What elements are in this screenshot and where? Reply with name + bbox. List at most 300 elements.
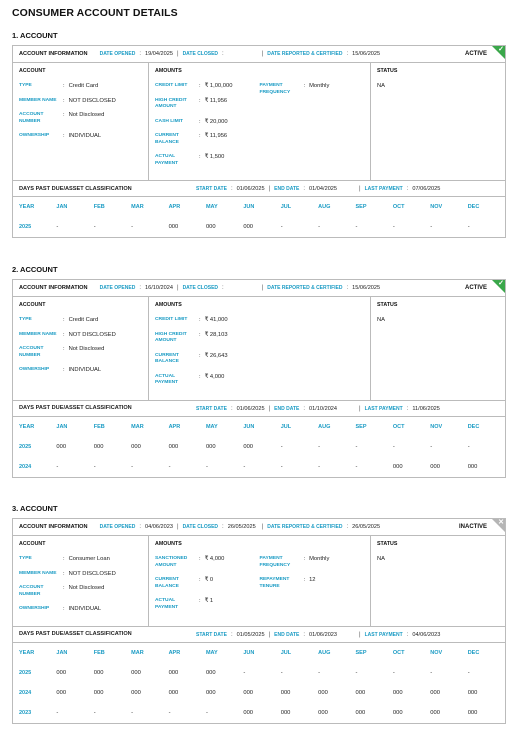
colon: : <box>63 112 65 118</box>
amount-field-value: ₹ 4,000 <box>204 373 225 380</box>
amounts-grid <box>155 556 364 619</box>
month-header: JAN <box>56 423 68 430</box>
corner-mark: ✕ <box>498 519 504 526</box>
date-opened-label: DATE OPENED <box>99 285 136 291</box>
corner-mark: ✓ <box>498 280 504 287</box>
dpd-cell: 000 <box>168 443 179 450</box>
month-header: MAR <box>131 423 144 430</box>
dpd-cell: 000 <box>318 689 328 696</box>
ownership <box>19 133 142 140</box>
date-opened-value: 16/10/2024 <box>145 285 173 291</box>
amounts-right <box>260 83 365 175</box>
colon: : <box>406 405 409 412</box>
dpd-cell: 000 <box>318 709 328 716</box>
dpd-cell: 000 <box>243 443 254 450</box>
end-date-label: END DATE <box>274 631 300 638</box>
amounts-column <box>149 63 371 180</box>
dpd-cell: 000 <box>355 709 366 716</box>
date-reported-label: DATE REPORTED & CERTIFIED <box>267 51 343 57</box>
amount-field-value: 12 <box>309 577 316 583</box>
colon: : <box>139 524 141 530</box>
date-closed-value: 26/05/2025 <box>227 524 256 530</box>
type <box>19 317 142 324</box>
corner-mark: ✓ <box>498 46 504 53</box>
month-header: MAY <box>205 649 218 656</box>
dpd-cell: 000 <box>93 689 104 696</box>
dpd-cell: - <box>280 443 283 450</box>
colon: : <box>222 524 224 530</box>
colon: : <box>303 556 306 562</box>
account-column <box>13 536 149 626</box>
amount-field-label: ACTUAL PAYMENT <box>155 598 179 610</box>
amount-field-label: ACTUAL PAYMENT <box>155 373 179 385</box>
dpd-dates <box>196 406 440 412</box>
dpd-cell: 000 <box>205 224 216 230</box>
dpd-cell: - <box>56 224 59 230</box>
last-payment-value: 11/06/2025 <box>412 405 440 412</box>
dpd-cell: - <box>318 463 321 470</box>
date-closed-label: DATE CLOSED <box>182 285 219 291</box>
colon: : <box>199 577 201 583</box>
amount-field-label: CREDIT LIMIT <box>155 317 188 322</box>
amount-field-value: ₹ 26,643 <box>204 352 228 359</box>
account-section <box>12 504 506 724</box>
month-header: NOV <box>430 649 443 656</box>
colon: : <box>63 606 65 612</box>
colon: : <box>139 51 141 57</box>
date-reported-value: 15/06/2025 <box>352 51 381 57</box>
divider: | <box>261 524 264 530</box>
colon: : <box>199 352 201 359</box>
month-header: JUL <box>280 649 292 656</box>
date-closed-label: DATE CLOSED <box>182 51 219 57</box>
dpd-row <box>19 663 505 683</box>
dpd-cell: 000 <box>467 689 478 696</box>
year-cell: 2025 <box>19 443 32 450</box>
year-header: YEAR <box>19 649 35 656</box>
month-header: JAN <box>56 204 68 210</box>
dpd-cell: 000 <box>392 463 403 470</box>
divider: | <box>177 285 179 291</box>
amount-field <box>155 353 260 366</box>
status-column-heading: STATUS <box>377 68 398 74</box>
colon: : <box>303 405 306 412</box>
amount-field-label: CURRENT BALANCE <box>155 352 179 364</box>
colon: : <box>406 631 409 638</box>
dpd-cell: - <box>93 463 96 470</box>
dpd-cell: - <box>131 463 134 470</box>
account-number-label: ACCOUNT NUMBER <box>19 112 44 124</box>
amounts-left <box>155 317 260 395</box>
colon: : <box>63 585 65 591</box>
amounts-column-heading: AMOUNTS <box>155 541 182 547</box>
month-header: APR <box>168 649 181 656</box>
status-column-heading: STATUS <box>377 541 398 547</box>
amount-field-label: HIGH CREDIT AMOUNT <box>155 331 187 343</box>
member-name-value: NOT DISCLOSED <box>68 331 116 338</box>
month-header: DEC <box>467 204 480 210</box>
amount-field-value: ₹ 4,000 <box>204 556 225 562</box>
account-title: 2. ACCOUNT <box>12 265 58 274</box>
account-card <box>12 279 506 478</box>
type-value: Credit Card <box>68 317 99 323</box>
colon: : <box>63 556 65 562</box>
dpd-cell: - <box>280 669 283 676</box>
start-date-value: 01/05/2025 <box>236 631 265 638</box>
colon: : <box>63 331 65 338</box>
account-column-heading: ACCOUNT <box>19 541 46 547</box>
account-title: 1. ACCOUNT <box>12 31 58 40</box>
divider: | <box>261 285 264 291</box>
dpd-cell: 000 <box>93 443 104 450</box>
status-value: NA <box>377 317 386 323</box>
dpd-cell: 000 <box>56 443 67 450</box>
end-date-label: END DATE <box>274 405 300 412</box>
dpd-row <box>19 703 505 723</box>
divider: | <box>261 51 264 57</box>
type-label: TYPE <box>19 556 32 561</box>
account-section <box>12 31 506 238</box>
amount-field <box>155 598 260 611</box>
date-opened-value: 04/06/2023 <box>145 524 173 530</box>
amount-field <box>155 332 260 345</box>
amount-field-value: ₹ 28,103 <box>204 331 228 338</box>
amount-field-label: REPAYMENT TENURE <box>259 577 290 589</box>
dpd-cell: - <box>168 463 171 470</box>
divider: | <box>268 405 271 412</box>
dpd-cell: 000 <box>430 709 440 716</box>
dpd-bar <box>13 627 505 643</box>
amount-field <box>155 577 260 590</box>
dpd-cell: - <box>467 669 470 676</box>
amount-field-label: CASH LIMIT <box>155 118 183 124</box>
colon: : <box>222 51 224 57</box>
dpd-cell: - <box>392 669 395 676</box>
dpd-cell: 000 <box>205 689 216 696</box>
member-name <box>19 332 142 339</box>
account-info-label: ACCOUNT INFORMATION <box>19 285 88 291</box>
amount-field-label: HIGH CREDIT AMOUNT <box>155 97 187 109</box>
colon: : <box>199 154 201 160</box>
amount-field-label: PAYMENT FREQUENCY <box>259 83 291 95</box>
dpd-row <box>19 217 505 237</box>
dpd-cell: - <box>56 463 59 470</box>
amount-field-value: ₹ 11,956 <box>204 97 228 104</box>
last-payment-value: 07/06/2025 <box>412 186 441 192</box>
colon: : <box>199 83 201 89</box>
colon: : <box>230 186 233 192</box>
divider: | <box>177 524 179 530</box>
last-payment-label: LAST PAYMENT <box>364 631 403 638</box>
last-payment-value: 04/06/2023 <box>412 631 441 638</box>
account-section <box>12 265 506 478</box>
dpd-cell: 000 <box>131 443 141 450</box>
amount-field <box>155 83 260 90</box>
dpd-cell: 000 <box>467 709 478 716</box>
colon: : <box>199 133 201 139</box>
amount-field-value: ₹ 20,000 <box>204 118 228 125</box>
end-date-value: 01/06/2023 <box>309 631 338 638</box>
dpd-cell: 000 <box>243 689 254 696</box>
colon: : <box>346 524 349 530</box>
colon: : <box>139 285 141 291</box>
account-column <box>13 63 149 180</box>
start-date-label: START DATE <box>196 186 227 192</box>
year-cell: 2024 <box>19 689 32 696</box>
year-cell: 2024 <box>19 463 32 470</box>
amounts-column-heading: AMOUNTS <box>155 302 182 308</box>
amounts-column <box>149 297 371 400</box>
ownership-label: OWNERSHIP <box>19 606 50 611</box>
dpd-cell: - <box>56 709 59 716</box>
year-cell: 2023 <box>19 709 32 716</box>
start-date-value: 01/06/2025 <box>236 186 265 192</box>
account-number-label: ACCOUNT NUMBER <box>19 585 44 597</box>
amount-field-value: ₹ 0 <box>204 577 214 583</box>
dpd-cell: - <box>467 443 470 450</box>
last-payment-label: LAST PAYMENT <box>364 405 403 412</box>
account-column-heading: ACCOUNT <box>19 302 46 308</box>
account-title: 3. ACCOUNT <box>12 504 58 513</box>
last-payment-label: LAST PAYMENT <box>364 186 403 192</box>
month-header: JUL <box>280 204 292 210</box>
amount-field <box>260 556 365 569</box>
colon: : <box>199 598 201 604</box>
colon: : <box>303 83 306 89</box>
amount-field <box>155 154 260 167</box>
colon: : <box>63 367 65 373</box>
dpd-cell: 000 <box>430 463 440 470</box>
dpd-cell: 000 <box>56 689 67 696</box>
divider: | <box>268 631 271 638</box>
dpd-cell: - <box>93 224 96 230</box>
member-name-label: MEMBER NAME <box>19 570 57 576</box>
amount-field <box>155 98 260 111</box>
amount-field <box>155 119 260 126</box>
date-opened-value: 19/04/2025 <box>145 51 173 57</box>
amounts-right <box>260 556 365 619</box>
month-header: MAY <box>205 423 218 430</box>
month-header: JAN <box>56 649 68 656</box>
colon: : <box>346 51 349 57</box>
type-label: TYPE <box>19 317 32 322</box>
dpd-cell: - <box>355 669 358 676</box>
account-column <box>13 297 149 400</box>
colon: : <box>303 186 306 192</box>
dpd-cell: - <box>355 224 358 230</box>
account-details <box>13 297 505 401</box>
amount-field-label: PAYMENT FREQUENCY <box>259 556 291 568</box>
dpd-cell: 000 <box>56 669 67 676</box>
amount-field-label: ACTUAL PAYMENT <box>155 154 179 166</box>
colon: : <box>199 556 201 562</box>
month-header: JUN <box>243 204 255 210</box>
amounts-grid <box>155 317 364 395</box>
account-number <box>19 585 142 598</box>
date-reported-label: DATE REPORTED & CERTIFIED <box>267 524 343 530</box>
amount-field-value: ₹ 11,956 <box>204 133 228 139</box>
dpd-cell: - <box>131 709 134 716</box>
type-value: Credit Card <box>68 83 99 89</box>
amount-field-value: ₹ 1,500 <box>204 154 225 160</box>
divider: | <box>359 405 361 412</box>
dpd-row <box>19 457 505 477</box>
dpd-cell: - <box>168 709 171 716</box>
dpd-cell: - <box>355 443 358 450</box>
dpd-cell: 000 <box>168 669 179 676</box>
type <box>19 83 142 90</box>
ownership-value: INDIVIDUAL <box>68 367 102 373</box>
date-opened-label: DATE OPENED <box>99 51 136 57</box>
ownership-label: OWNERSHIP <box>19 367 50 372</box>
amount-field-value: ₹ 1 <box>204 598 214 604</box>
account-column-heading: ACCOUNT <box>19 68 46 74</box>
dpd-table <box>13 417 505 477</box>
status-column-heading: STATUS <box>377 302 398 308</box>
amount-field <box>155 317 260 324</box>
amounts-column <box>149 536 371 626</box>
dpd-cell: - <box>318 224 321 230</box>
account-info-bar <box>13 519 505 536</box>
dpd-cell: 000 <box>280 709 291 716</box>
dpd-cell: 000 <box>355 689 366 696</box>
start-date-label: START DATE <box>196 405 227 412</box>
month-header: SEP <box>355 649 367 656</box>
type-label: TYPE <box>19 83 32 88</box>
ownership <box>19 367 142 374</box>
dpd-cell: 000 <box>131 669 141 676</box>
account-number-label: ACCOUNT NUMBER <box>19 346 44 358</box>
account-card <box>12 45 506 238</box>
amounts-grid <box>155 83 364 175</box>
member-name <box>19 98 142 105</box>
month-header: FEB <box>93 204 105 210</box>
amount-field-value: ₹ 1,00,000 <box>204 83 233 89</box>
dpd-cell: - <box>205 463 208 470</box>
ownership <box>19 606 142 613</box>
year-header: YEAR <box>19 423 35 430</box>
colon: : <box>63 346 65 352</box>
type <box>19 556 142 563</box>
dpd-cell: 000 <box>430 689 440 696</box>
dpd-cell: 000 <box>131 689 141 696</box>
account-info-bar <box>13 46 505 63</box>
month-header: MAR <box>131 204 144 210</box>
date-reported-value: 15/06/2025 <box>352 285 381 291</box>
member-name-value: NOT DISCLOSED <box>68 97 116 104</box>
dpd-cell: - <box>280 463 283 470</box>
account-number <box>19 346 142 359</box>
account-info-label: ACCOUNT INFORMATION <box>19 524 88 530</box>
colon: : <box>199 317 201 323</box>
amounts-right <box>260 317 365 395</box>
amount-field <box>155 374 260 387</box>
start-date-label: START DATE <box>196 631 227 638</box>
dpd-cell: - <box>430 669 433 676</box>
date-closed-label: DATE CLOSED <box>182 524 219 530</box>
type-value: Consumer Loan <box>68 556 110 562</box>
end-date-value: 01/04/2025 <box>309 186 338 192</box>
dpd-cell: - <box>280 224 283 230</box>
account-details <box>13 63 505 181</box>
start-date-value: 01/06/2025 <box>236 405 265 412</box>
status-column <box>371 536 505 626</box>
year-cell: 2025 <box>19 669 32 676</box>
member-name-label: MEMBER NAME <box>19 331 57 337</box>
divider: | <box>268 186 271 192</box>
dpd-bar <box>13 181 505 197</box>
status-badge: ACTIVE <box>464 285 487 291</box>
end-date-label: END DATE <box>274 186 300 192</box>
dpd-cell: - <box>467 224 470 230</box>
account-number <box>19 112 142 125</box>
colon: : <box>406 186 409 192</box>
dpd-cell: 000 <box>280 689 291 696</box>
month-header: NOV <box>430 423 443 430</box>
colon: : <box>230 405 233 412</box>
month-header: SEP <box>355 423 367 430</box>
colon: : <box>63 317 65 323</box>
colon: : <box>346 285 349 291</box>
month-header: JUN <box>243 649 255 656</box>
dpd-table <box>13 643 505 723</box>
amount-field-label: CURRENT BALANCE <box>155 133 179 145</box>
month-header: DEC <box>467 423 480 430</box>
ownership-value: INDIVIDUAL <box>68 133 102 139</box>
dpd-header-row <box>19 197 505 217</box>
status-badge: INACTIVE <box>458 524 487 530</box>
account-info-bar <box>13 280 505 297</box>
dpd-cell: - <box>355 463 358 470</box>
divider: | <box>177 51 179 57</box>
page-title: CONSUMER ACCOUNT DETAILS <box>12 7 178 19</box>
month-header: JUL <box>280 423 292 430</box>
dpd-cell: 000 <box>392 709 403 716</box>
month-header: OCT <box>392 204 405 210</box>
dpd-title: DAYS PAST DUE/ASSET CLASSIFICATION <box>19 405 132 411</box>
dpd-cell: 000 <box>205 443 216 450</box>
member-name-value: NOT DISCLOSED <box>68 570 116 577</box>
amount-field <box>155 556 260 569</box>
account-details <box>13 536 505 627</box>
month-header: AUG <box>318 204 331 210</box>
date-reported-label: DATE REPORTED & CERTIFIED <box>267 285 343 291</box>
amount-field-label: CURRENT BALANCE <box>155 577 179 589</box>
dpd-cell: - <box>430 224 433 230</box>
dpd-cell: 000 <box>168 224 179 230</box>
account-card <box>12 518 506 724</box>
dpd-table <box>13 197 505 237</box>
month-header: DEC <box>467 649 480 656</box>
dpd-cell: - <box>318 669 321 676</box>
dpd-cell: 000 <box>467 463 478 470</box>
dpd-cell: - <box>131 224 134 230</box>
amounts-column-heading: AMOUNTS <box>155 68 182 74</box>
amount-field-label: SANCTIONED AMOUNT <box>155 556 188 568</box>
dpd-header-row <box>19 643 505 663</box>
dpd-dates <box>196 186 440 192</box>
divider: | <box>359 186 361 192</box>
date-reported-value: 26/05/2025 <box>352 524 381 530</box>
month-header: MAY <box>205 204 218 210</box>
dpd-cell: 000 <box>93 669 104 676</box>
dpd-cell: - <box>392 443 395 450</box>
end-date-value: 01/10/2024 <box>309 405 338 412</box>
status-badge: ACTIVE <box>464 51 487 57</box>
month-header: APR <box>168 423 181 430</box>
ownership-value: INDIVIDUAL <box>68 606 102 612</box>
dpd-bar <box>13 401 505 417</box>
